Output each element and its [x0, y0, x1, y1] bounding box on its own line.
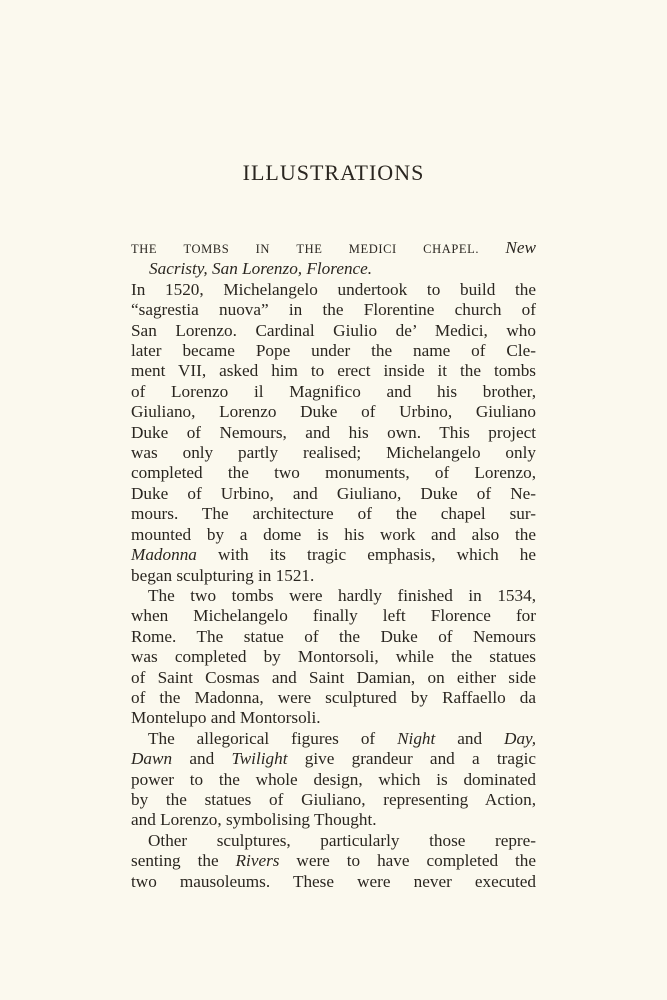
- twilight-italic: Twilight: [231, 749, 288, 769]
- text-line: [131, 729, 536, 749]
- text-line: was only partly realised; Michelangelo only: [131, 443, 536, 463]
- text-fragment: The allegorical figures of: [148, 728, 376, 748]
- paragraph-2: [131, 586, 536, 729]
- text-fragment: and: [189, 749, 215, 769]
- heading-word: THE: [296, 242, 323, 256]
- text-line: [131, 749, 536, 769]
- heading-word: CHAPEL.: [423, 242, 480, 256]
- text-line: mounted by a dome is his work and also the: [131, 524, 536, 544]
- text-line: by the statues of Giuliano, representing Action,: [131, 789, 536, 809]
- text-fragment: were to have completed the: [296, 851, 536, 871]
- entry-heading: [131, 238, 536, 259]
- text-line: and Lorenzo, symbolising Thought.: [131, 810, 377, 830]
- text-fragment: senting the: [131, 851, 219, 871]
- text-line: was completed by Montorsoli, while the statues: [131, 647, 536, 667]
- madonna-italic: Madonna: [131, 545, 197, 565]
- location-text: Sacristy, San Lorenzo, Florence.: [149, 259, 373, 279]
- rivers-italic: Rivers: [235, 851, 280, 871]
- paragraph-1: [131, 280, 536, 586]
- text-line: Other sculptures, particularly those repre-: [148, 830, 536, 850]
- text-line: Giuliano, Lorenzo Duke of Urbino, Giuliano: [131, 402, 536, 422]
- text-line: San Lorenzo. Cardinal Giulio de’ Medici, who: [131, 320, 536, 340]
- text-line: began sculpturing in 1521.: [131, 565, 315, 585]
- day-italic: Day,: [504, 728, 537, 748]
- text-fragment: and: [457, 728, 483, 748]
- text-line: of Lorenzo il Magnifico and his brother,: [131, 381, 536, 401]
- text-line: later became Pope under the name of Cle-: [131, 341, 536, 361]
- text-fragment: give grandeur and a tragic: [304, 749, 537, 769]
- heading-word: THE: [131, 242, 158, 256]
- text-line: Duke of Urbino, and Giuliano, Duke of Ne-: [131, 483, 536, 503]
- text-line: “sagrestia nuova” in the Florentine church of: [131, 300, 536, 320]
- paragraph-3: [131, 729, 536, 831]
- text-line: [131, 851, 536, 871]
- dawn-italic: Dawn: [131, 749, 173, 769]
- text-line: Rome. The statue of the Duke of Nemours: [131, 626, 536, 646]
- text-line: power to the whole design, which is dominated: [131, 769, 536, 789]
- heading-word: TOMBS: [183, 242, 230, 256]
- text-line: Montelupo and Montorsoli.: [131, 708, 321, 728]
- text-line: [131, 545, 536, 565]
- text-line: ment VII, asked him to erect inside it the tombs: [131, 361, 536, 381]
- entry-heading-location: [131, 259, 536, 279]
- page-title: ILLUSTRATIONS: [242, 160, 425, 185]
- text-line: two mausoleums. These were never executed: [131, 871, 536, 891]
- text-line: In 1520, Michelangelo undertook to build the: [131, 279, 536, 299]
- text-line: of Saint Cosmas and Saint Damian, on either side: [131, 667, 536, 687]
- heading-word: IN: [255, 242, 270, 256]
- heading-word: MEDICI: [348, 242, 397, 256]
- paragraph-4: [131, 831, 536, 892]
- body-text: [131, 238, 536, 892]
- text-line: of the Madonna, were sculptured by Raffaello da: [131, 687, 536, 707]
- text-line: mours. The architecture of the chapel sur-: [131, 504, 536, 524]
- text-line: when Michelangelo finally left Florence for: [131, 606, 536, 626]
- text-fragment: with its tragic emphasis, which he: [218, 545, 536, 565]
- heading-italic-start: New: [505, 238, 536, 257]
- text-line: Duke of Nemours, and his own. This project: [131, 422, 536, 442]
- text-line: The two tombs were hardly finished in 1534,: [148, 585, 536, 605]
- night-italic: Night: [397, 728, 436, 748]
- text-line: completed the two monuments, of Lorenzo,: [131, 463, 536, 483]
